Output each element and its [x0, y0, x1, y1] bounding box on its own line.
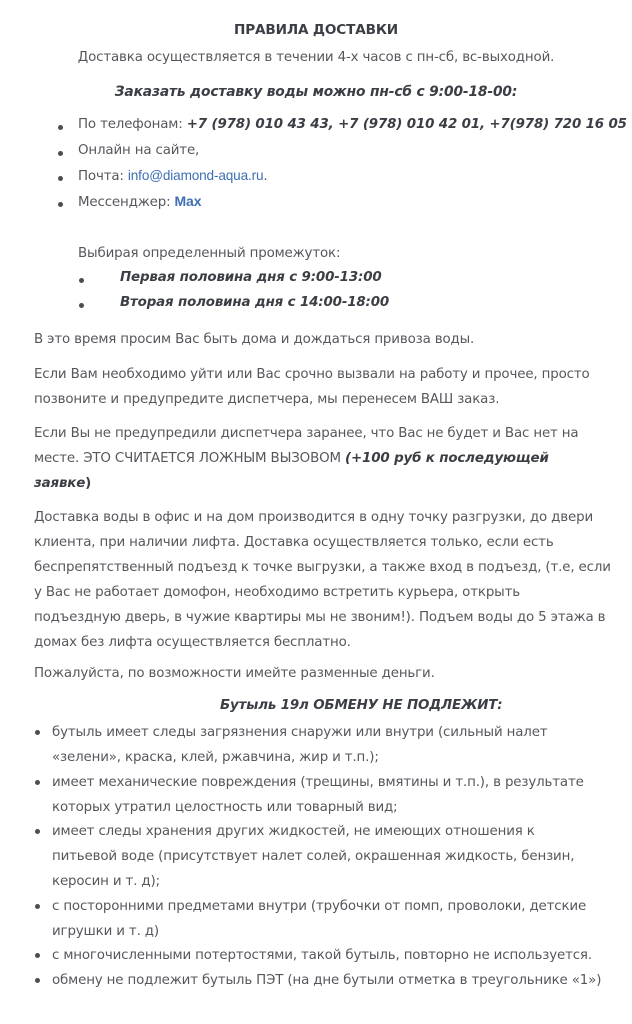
paragraph-delivery-conditions — [34, 505, 614, 655]
exchange-heading: Бутыль 19л ОБМЕНУ НЕ ПОДЛЕЖИТ: — [220, 698, 503, 713]
bullet-icon — [58, 151, 63, 156]
bullet-icon — [35, 953, 40, 958]
text-line: обмену не подлежит бутыль ПЭТ (на дне бутыли отметка в треугольнике «1») — [52, 973, 602, 988]
text-line: домах без лифта осуществляется бесплатно. — [34, 635, 351, 650]
contact-messenger — [78, 193, 201, 210]
text-line: керосин и т. д); — [52, 874, 160, 889]
phones-label: По телефонам: — [78, 117, 187, 132]
text-line: В это время просим Вас быть дома и дождаться привоза воды. — [34, 332, 475, 347]
bullet-icon — [58, 125, 63, 130]
text-line: бутыль имеет следы загрязнения снаружи или внутри (сильный налет — [52, 725, 548, 740]
contact-online: Онлайн на сайте, — [78, 143, 200, 158]
text-line: Если Вам необходимо уйти или Вас срочно вызвали на работу и прочее, просто — [34, 367, 590, 382]
text-line: Если Вы не предупредили диспетчера заранее, что Вас не будет и Вас нет на — [34, 426, 579, 441]
email-label: Почта: — [78, 169, 128, 184]
phones-value[interactable]: +7 (978) 010 43 43, +7 (978) 010 42 01, +7(978) 720 16 05 — [186, 117, 627, 132]
exchange-item — [52, 819, 632, 894]
text-line: которых утратил целостность или товарный вид; — [52, 800, 398, 815]
closing-paren: ) — [85, 476, 92, 491]
text-line: беспрепятственный подъезд к точке выгрузки, а также вход в подъезд, (т.е, если — [34, 560, 611, 575]
messenger-link[interactable]: Max — [174, 193, 202, 209]
bullet-icon — [35, 978, 40, 983]
exchange-item — [52, 894, 632, 944]
email-link[interactable]: info@diamond-aqua.ru — [127, 168, 264, 183]
text-line: подъездную дверь, в чужие квартиры мы не звоним!). Подъем воды до 5 этажа в — [34, 610, 606, 625]
delivery-schedule-text: Доставка осуществляется в течении 4-х часов с пн-сб, вс-выходной. — [77, 50, 555, 65]
text-line — [34, 446, 614, 471]
interval-intro: Выбирая определенный промежуток: — [78, 246, 341, 261]
exchange-item — [52, 968, 632, 993]
contact-email — [78, 168, 268, 184]
text-line: клиента, при наличии лифта. Доставка осуществляется только, если есть — [34, 535, 554, 550]
bullet-icon — [79, 303, 84, 308]
paragraph-false-call — [34, 421, 614, 496]
bullet-icon — [35, 730, 40, 735]
paragraph-change-money — [34, 661, 614, 686]
text-line: с посторонними предметами внутри (трубочки от помп, проволоки, детские — [52, 899, 587, 914]
bullet-icon — [35, 780, 40, 785]
email-suffix: . — [263, 169, 268, 184]
text-line: имеет механические повреждения (трещины, вмятины и т.п.), в результате — [52, 775, 584, 790]
text-line — [34, 471, 614, 496]
interval-first: Первая половина дня с 9:00-13:00 — [120, 270, 382, 285]
text-line: Пожалуйста, по возможности имейте разменные деньги. — [34, 666, 435, 681]
text-line: игрушки и т. д) — [52, 924, 159, 939]
interval-second: Вторая половина дня с 14:00-18:00 — [120, 295, 390, 310]
text-line: позвоните и предупредите диспетчера, мы перенесем ВАШ заказ. — [34, 392, 500, 407]
messenger-label: Мессенджер: — [78, 195, 175, 210]
bullet-icon — [79, 278, 84, 283]
penalty-text-end: заявке — [34, 476, 86, 491]
exchange-item — [52, 770, 632, 820]
bullet-icon — [35, 829, 40, 834]
order-hours-heading: Заказать доставку воды можно пн-сб с 9:00-18-00: — [114, 84, 518, 100]
exchange-item — [52, 943, 632, 968]
bullet-icon — [35, 904, 40, 909]
bullet-icon — [58, 202, 63, 207]
bullet-icon — [58, 176, 63, 181]
paragraph-stay-home — [34, 327, 614, 352]
text-line: Доставка воды в офис и на дом производится в одну точку разгрузки, до двери — [34, 510, 593, 525]
text-line: у Вас не работает домофон, необходимо встретить курьера, открыть — [34, 585, 520, 600]
exchange-item — [52, 720, 632, 770]
contact-phones — [78, 117, 627, 132]
false-call-text: месте. ЭТО СЧИТАЕТСЯ ЛОЖНЫМ ВЫЗОВОМ — [34, 451, 346, 466]
text-line: имеет следы хранения других жидкостей, не имеющих отношения к — [52, 824, 535, 839]
text-line: питьевой воде (присутствует налет солей, окрашенная жидкость, бензин, — [52, 849, 575, 864]
text-line: «зелени», краска, клей, ржавчина, жир и т.п.); — [52, 750, 379, 765]
paragraph-reschedule — [34, 362, 614, 412]
page-title: ПРАВИЛА ДОСТАВКИ — [233, 22, 399, 38]
penalty-text: (+100 руб к последующей — [345, 451, 549, 466]
text-line: с многочисленными потертостями, такой бутыль, повторно не используется. — [52, 948, 592, 963]
